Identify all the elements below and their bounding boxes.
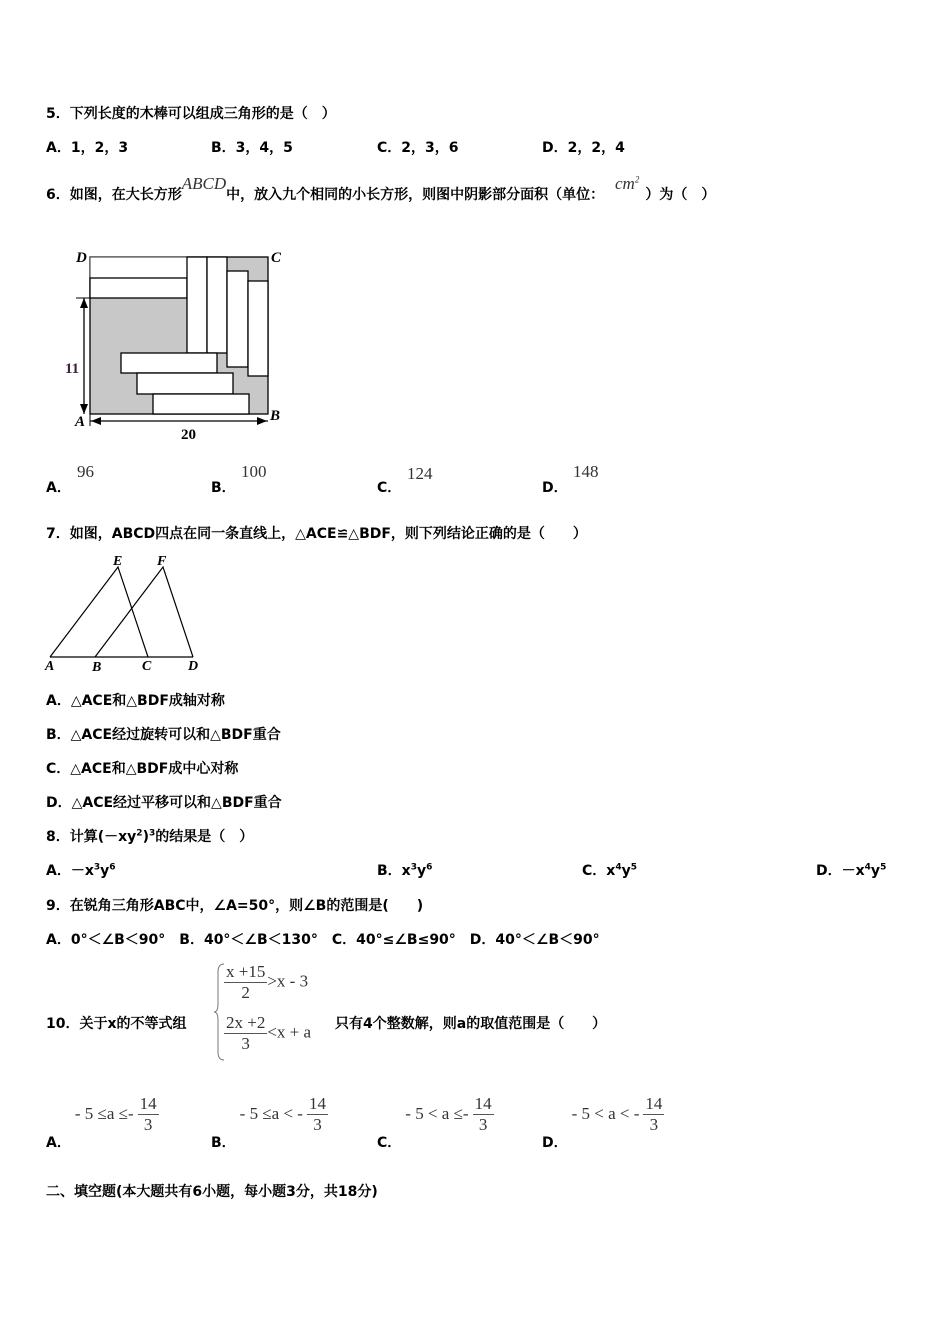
q10-stem-b: 只有4个整数解，则a的取值范围是（ ） bbox=[335, 1016, 607, 1032]
fraction bbox=[138, 1094, 159, 1135]
opt-exp: 3 bbox=[93, 862, 101, 873]
q8-stem-b: ) bbox=[142, 829, 149, 845]
opt-exp: 5 bbox=[630, 862, 637, 873]
opt-mid: y bbox=[621, 863, 631, 879]
q10-option-c bbox=[377, 1094, 494, 1151]
q8-stem bbox=[46, 826, 253, 846]
label-d: D bbox=[76, 250, 87, 266]
inequality-2 bbox=[224, 1013, 311, 1054]
numerator: 14 bbox=[308, 1094, 326, 1113]
q8-stem-c: 的结果是（ ） bbox=[155, 829, 254, 845]
q6-option-a-value: 96 bbox=[77, 462, 94, 481]
opt-letter: C． bbox=[377, 1134, 402, 1151]
fraction bbox=[643, 1094, 664, 1135]
label-d: D bbox=[188, 659, 199, 674]
numerator: x +15 bbox=[226, 962, 266, 981]
label-f: F bbox=[157, 554, 167, 569]
q5-option-a: A．1，2，3 bbox=[46, 140, 129, 156]
label-b: B bbox=[92, 660, 102, 675]
label-a: A bbox=[75, 414, 86, 430]
q7-option-a: A．△ACE和△BDF成轴对称 bbox=[46, 693, 225, 709]
rhs: >x - 3 bbox=[267, 971, 309, 991]
q6-option-a-letter: A． bbox=[46, 480, 71, 496]
fraction bbox=[224, 962, 267, 1003]
numerator: 2x +2 bbox=[226, 1013, 266, 1032]
opt-expr: - 5 ≤a < - bbox=[239, 1103, 303, 1123]
q8-option-a bbox=[46, 860, 116, 880]
unit bbox=[615, 174, 639, 193]
q6-option-c-letter: C． bbox=[377, 480, 402, 496]
q10-option-a bbox=[46, 1094, 159, 1151]
opt-exp: 4 bbox=[615, 862, 622, 873]
q8-exp-1: 2 bbox=[136, 828, 143, 839]
denominator: 3 bbox=[143, 1115, 153, 1134]
q8-option-c bbox=[582, 860, 637, 880]
numerator: 14 bbox=[139, 1094, 157, 1113]
denominator: 3 bbox=[241, 1034, 250, 1053]
opt-expr: - 5 < a ≤- bbox=[405, 1103, 469, 1123]
q7-option-c: C．△ACE和△BDF成中心对称 bbox=[46, 761, 239, 777]
q6-stem-a: 6．如图，在大长方形 bbox=[46, 187, 182, 203]
width-label: 20 bbox=[181, 427, 196, 443]
q5-option-c: C．2，3，6 bbox=[377, 140, 459, 156]
denominator: 2 bbox=[241, 983, 250, 1002]
numerator: 14 bbox=[474, 1094, 492, 1113]
q5-option-d: D．2，2，4 bbox=[542, 140, 625, 156]
q6-option-b-value: 100 bbox=[241, 462, 267, 481]
q7-figure bbox=[0, 540, 220, 675]
opt-exp: 6 bbox=[426, 862, 433, 873]
q7-option-b: B．△ACE经过旋转可以和△BDF重合 bbox=[46, 727, 281, 743]
opt-mid: y bbox=[416, 863, 427, 879]
q10-stem-a: 10．关于x的不等式组 bbox=[46, 1016, 187, 1032]
q6-stem-b: 中，放入九个相同的小长方形，则图中阴影部分面积（单位： bbox=[226, 187, 605, 203]
label-b: B bbox=[270, 408, 281, 424]
rhs: <x + a bbox=[267, 1022, 312, 1042]
opt-letter: A． bbox=[46, 1134, 71, 1151]
opt-pre: B．x bbox=[377, 863, 411, 879]
label-e: E bbox=[113, 554, 123, 569]
rect-name: ABCD bbox=[181, 174, 227, 193]
q6-option-d-letter: D． bbox=[542, 480, 568, 496]
q10-option-d bbox=[542, 1094, 664, 1151]
label-a: A bbox=[45, 659, 55, 674]
height-label: 11 bbox=[65, 361, 80, 377]
label-c: C bbox=[271, 250, 282, 266]
q7-option-d: D．△ACE经过平移可以和△BDF重合 bbox=[46, 795, 282, 811]
opt-letter: D． bbox=[542, 1134, 568, 1151]
opt-pre: C．x bbox=[582, 863, 616, 879]
denominator: 3 bbox=[478, 1115, 488, 1134]
q6-stem-c: ）为（ ） bbox=[645, 187, 716, 203]
opt-mid: y bbox=[870, 863, 881, 879]
fraction bbox=[307, 1094, 328, 1135]
q6-option-b-letter: B． bbox=[211, 480, 236, 496]
denominator: 3 bbox=[313, 1115, 322, 1134]
fraction bbox=[473, 1094, 494, 1135]
opt-pre: D．－x bbox=[816, 863, 865, 879]
unit-base: cm bbox=[615, 174, 635, 193]
denominator: 3 bbox=[649, 1115, 659, 1134]
opt-exp: 4 bbox=[864, 862, 871, 873]
q9-options: A．0°＜∠B＜90° B．40°＜∠B＜130° C．40°≤∠B≤90° D．40°＜∠B＜90° bbox=[46, 932, 600, 948]
q5-stem: 5．下列长度的木棒可以组成三角形的是（ ） bbox=[46, 106, 336, 122]
q9-stem: 9．在锐角三角形ABC中，∠A=50°，则∠B的范围是( ) bbox=[46, 898, 424, 914]
label-c: C bbox=[142, 659, 152, 674]
opt-exp: 6 bbox=[109, 862, 116, 873]
opt-expr: - 5 < a < - bbox=[571, 1103, 640, 1123]
q10-option-b bbox=[211, 1094, 328, 1151]
q5-option-b: B．3，4，5 bbox=[211, 140, 293, 156]
opt-exp: 3 bbox=[410, 862, 417, 873]
numerator: 14 bbox=[645, 1094, 663, 1113]
opt-letter: B． bbox=[211, 1134, 236, 1151]
q6-option-d-value: 148 bbox=[573, 462, 599, 481]
unit-exp: 2 bbox=[634, 174, 640, 185]
opt-mid: y bbox=[100, 863, 110, 879]
q8-stem-a: 8．计算(－xy bbox=[46, 829, 137, 845]
inequality-1 bbox=[224, 962, 308, 1003]
q8-option-b bbox=[377, 860, 432, 880]
section-2-title: 二、填空题(本大题共有6小题，每小题3分，共18分) bbox=[46, 1184, 378, 1200]
opt-exp: 5 bbox=[880, 862, 887, 873]
q8-option-d bbox=[816, 860, 886, 880]
fraction bbox=[224, 1013, 267, 1054]
opt-expr: - 5 ≤a ≤- bbox=[74, 1103, 134, 1123]
opt-pre: A．－x bbox=[46, 863, 94, 879]
q8-exp-2: 3 bbox=[148, 828, 156, 839]
q6-option-c-value: 124 bbox=[407, 464, 433, 483]
q7-stem: 7．如图，ABCD四点在同一条直线上，△ACE≌△BDF，则下列结论正确的是（ ） bbox=[46, 526, 587, 542]
q6-figure bbox=[0, 0, 320, 450]
